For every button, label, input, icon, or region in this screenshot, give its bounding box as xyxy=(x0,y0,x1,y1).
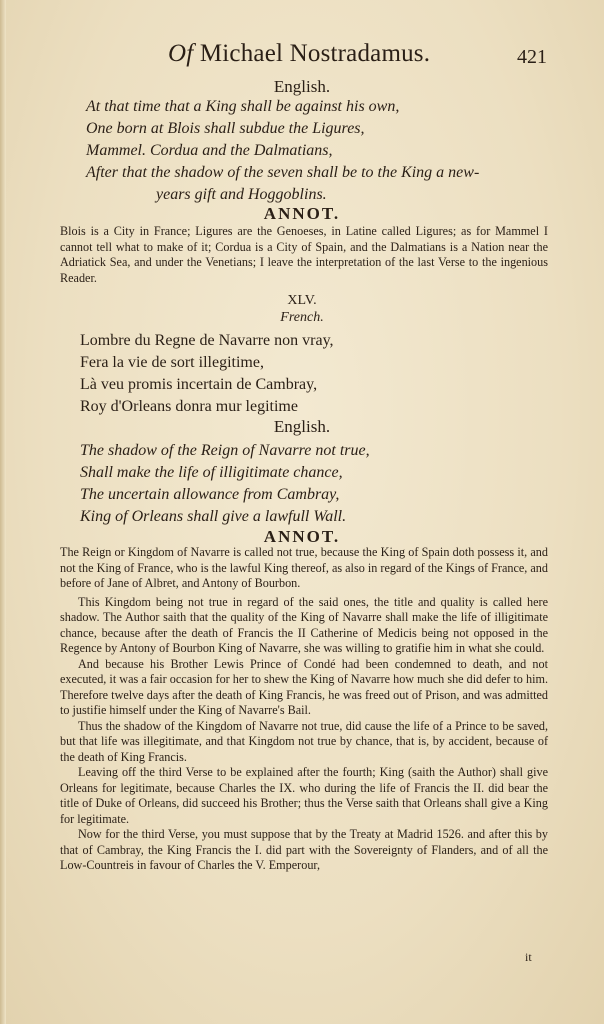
verse-line: The uncertain allowance from Cambray, xyxy=(80,486,340,503)
verse-line: After that the shadow of the seven shall be to the King a new- xyxy=(86,164,480,181)
title-name: Michael Nostradamus. xyxy=(199,40,431,67)
annot-heading-1: ANNOT. xyxy=(263,204,341,223)
annot-paragraph: Now for the third Verse, you must suppose that by the Treaty at Madrid 1526. and after this by that of Cambray, the King Francis the I. did part with the Sovereignty of Flanders, and of all the Low-Countreis in favour of Charles the V. Emperour, xyxy=(60,827,548,872)
verse-line: Roy d'Orleans donra mur legitime xyxy=(80,398,298,415)
verse-line: Là veu promis incertain de Cambray, xyxy=(80,376,318,393)
annot-paragraph: And because his Brother Lewis Prince of Condé had been condemned to death, and not executed, it was a fair occasion for her to shew the King of Navarre how much she did defer to him. Therefore twelve days after the death of King Francis, he was freed out of Prison, and was admitted to justifie himself under the King of Navarre's Bail. xyxy=(60,656,548,717)
annot-paragraph: Thus the shadow of the Kingdom of Navarre not true, did cause the life of a Prince to be saved, but that life was illegitimate, and that Kingdom not true by chance, that is, by accident, because of the death of King Francis. xyxy=(60,718,548,764)
french-verse xyxy=(80,330,334,418)
running-title xyxy=(168,40,430,68)
running-header xyxy=(0,40,604,74)
english-verse-2 xyxy=(80,440,370,528)
catchword: it xyxy=(525,950,532,964)
annot-paragraph: This Kingdom being not true in regard of the said ones, the title and quality is called here shadow. The Author saith that the quality of the King of Navarre shall make the life of illigitimate chance, because after the death of Francis the II Catherine of Medicis being not opposed in the Regence by Antony of Bourbon King of Navarre, she was willing to gratifie him in what she could. xyxy=(60,594,548,655)
french-heading: French. xyxy=(280,310,324,325)
verse-line: Mammel. Cordua and the Dalmatians, xyxy=(86,142,333,159)
verse-line: Fera la vie de sort illegitime, xyxy=(80,354,264,371)
verse-line: years gift and Hoggoblins. xyxy=(156,186,327,203)
verse-line: At that time that a King shall be against his own, xyxy=(86,98,400,115)
title-prefix: Of xyxy=(168,40,194,67)
verse-line: Shall make the life of illigitimate chance, xyxy=(80,464,343,481)
english-heading-2: English. xyxy=(273,417,331,436)
page-number: 421 xyxy=(517,46,547,68)
quatrain-number: XLV. xyxy=(287,293,317,308)
english-verse-1 xyxy=(86,96,479,206)
verse-line: The shadow of the Reign of Navarre not true, xyxy=(80,442,370,459)
verse-line: King of Orleans shall give a lawfull Wall. xyxy=(80,508,347,525)
verse-line: One born at Blois shall subdue the Ligures, xyxy=(86,120,365,137)
annot-paragraph: Leaving off the third Verse to be explained after the fourth; King (saith the Author) shall give Orleans for legitimate, because Charles the IX. who during the life of Francis the II. did bear the title of Duke of Orleans, did succeed his Brother; thus the Verse saith that Orleans shall give a King for legitimate. xyxy=(60,765,548,826)
annot-heading-2: ANNOT. xyxy=(263,527,341,546)
annot-paragraph: The Reign or Kingdom of Navarre is called not true, because the King of Spain doth possess it, and not the King of France, who is the lawful King thereof, as also in regard of the Kings of France, and before of Jane of Albret, and Antony of Bourbon. xyxy=(60,545,548,590)
annot-1-text xyxy=(60,224,548,286)
annot-paragraph: Blois is a City in France; Ligures are the Genoeses, in Latine called Ligures; as for Mammel I cannot tell what to make of it; Cordua is a City of Spain, and the Dalmatians is a Nation near the Adriatick Sea, and under the Venetians; I leave the interpretation of the last Verse to the ingenious Reader. xyxy=(60,224,548,285)
english-heading-1: English. xyxy=(273,77,331,96)
verse-line: Lombre du Regne de Navarre non vray, xyxy=(80,332,334,349)
annot-2-text xyxy=(60,545,548,874)
page-gutter-shadow xyxy=(0,0,6,1024)
